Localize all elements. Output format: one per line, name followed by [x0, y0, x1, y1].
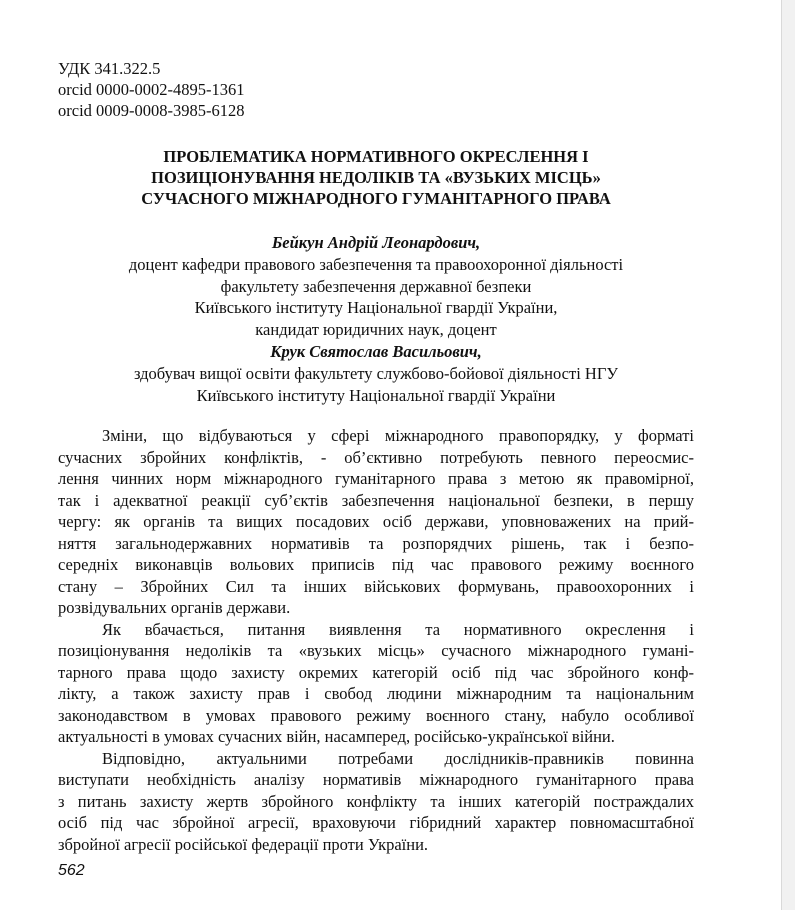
- author-2-affiliation-line: здобувач вищої освіти факультету службово-бойової діяльності НГУ: [133, 363, 619, 383]
- paragraph-1: [58, 425, 694, 619]
- orcid-author-1: orcid 0000-0002-4895-1361: [58, 80, 245, 99]
- text-line: Зміни, що відбуваються у сфері міжнародного правопорядку, у форматі: [102, 426, 694, 445]
- authors-block: [58, 232, 694, 406]
- text-line: тарного права щодо захисту окремих категорій осіб під час збройного конф-: [58, 662, 694, 682]
- text-line: позиціонування недоліків та «вузьких місць» сучасного міжнародного гумані-: [58, 641, 694, 660]
- text-line: сучасних збройних конфліктів, - об’єктивно потребують певного переосмис-: [58, 447, 694, 467]
- text-line: лікту, а також захисту прав і свобод людини міжнародним та національним: [58, 684, 694, 703]
- text-line: так і адекватної реакції суб’єктів забезпечення національної безпеки, в першу: [58, 490, 694, 510]
- text-line: Як вбачається, питання виявлення та нормативного окреслення і: [102, 619, 694, 639]
- paragraph-2: [58, 619, 694, 748]
- author-1-name: Бейкун Андрій Леонардович,: [271, 233, 481, 252]
- text-line: законодавством в умовах правового режиму воєнного стану, набуло особливої: [58, 705, 694, 725]
- text-line: розвідувальних органів держави.: [58, 598, 291, 617]
- orcid-author-2: orcid 0009-0008-3985-6128: [58, 101, 245, 120]
- article-metadata: [58, 58, 245, 121]
- title-line: ПОЗИЦІОНУВАННЯ НЕДОЛІКІВ ТА «ВУЗЬКИХ МІСЦЬ»: [151, 168, 601, 187]
- author-1-affiliation-line: кандидат юридичних наук, доцент: [255, 320, 497, 340]
- author-2-affiliation-line: Київського інституту Національної гвардії України: [196, 385, 556, 405]
- text-line: няття загальнодержавних нормативів та розпорядчих рішень, так і безпо-: [58, 533, 694, 553]
- text-line: збройної агресії російської федерації проти України.: [58, 834, 429, 854]
- text-line: стану – Збройних Сил та інших військових формувань, правоохоронних і: [58, 576, 694, 596]
- author-1-affiliation-line: факультету забезпечення державної безпеки: [220, 276, 532, 296]
- author-1-affiliation-line: доцент кафедри правового забезпечення та правоохоронної діяльності: [128, 254, 624, 274]
- author-1-affiliation-line: Київського інституту Національної гвардії України,: [194, 298, 558, 318]
- paragraph-3: [58, 748, 694, 856]
- page-number: 562: [58, 862, 85, 879]
- text-line: виступати необхідність аналізу нормативів міжнародного гуманітарного права: [58, 770, 694, 789]
- title-line: ПРОБЛЕМАТИКА НОРМАТИВНОГО ОКРЕСЛЕННЯ І: [163, 147, 589, 166]
- text-line: чергу: як органів та вищих посадових осіб держави, уповноважених на прий-: [58, 512, 694, 531]
- article-body: [58, 425, 694, 855]
- text-line: актуальності в умовах сучасних війн, насамперед, російсько-української війни.: [58, 727, 615, 746]
- title-line: СУЧАСНОГО МІЖНАРОДНОГО ГУМАНІТАРНОГО ПРАВА: [141, 189, 611, 208]
- text-line: лення чинних норм міжнародного гуманітарного права з метою як правомірної,: [58, 469, 694, 488]
- udc-code: УДК 341.322.5: [58, 59, 161, 78]
- text-line: Відповідно, актуальними потребами дослідників-правників повинна: [102, 748, 694, 768]
- text-line: з питань захисту жертв збройного конфлікту та інших категорій постраждалих: [58, 791, 694, 811]
- author-2-name: Крук Святослав Васильович,: [270, 341, 482, 361]
- page-edge-scrollbar[interactable]: [781, 0, 795, 910]
- article-title: [58, 146, 694, 209]
- text-line: середніх виконавців вольових приписів під час правового режиму воєнного: [58, 555, 694, 574]
- text-line: осіб під час збройної агресії, враховуючи гібридний характер повномасштабної: [58, 813, 694, 832]
